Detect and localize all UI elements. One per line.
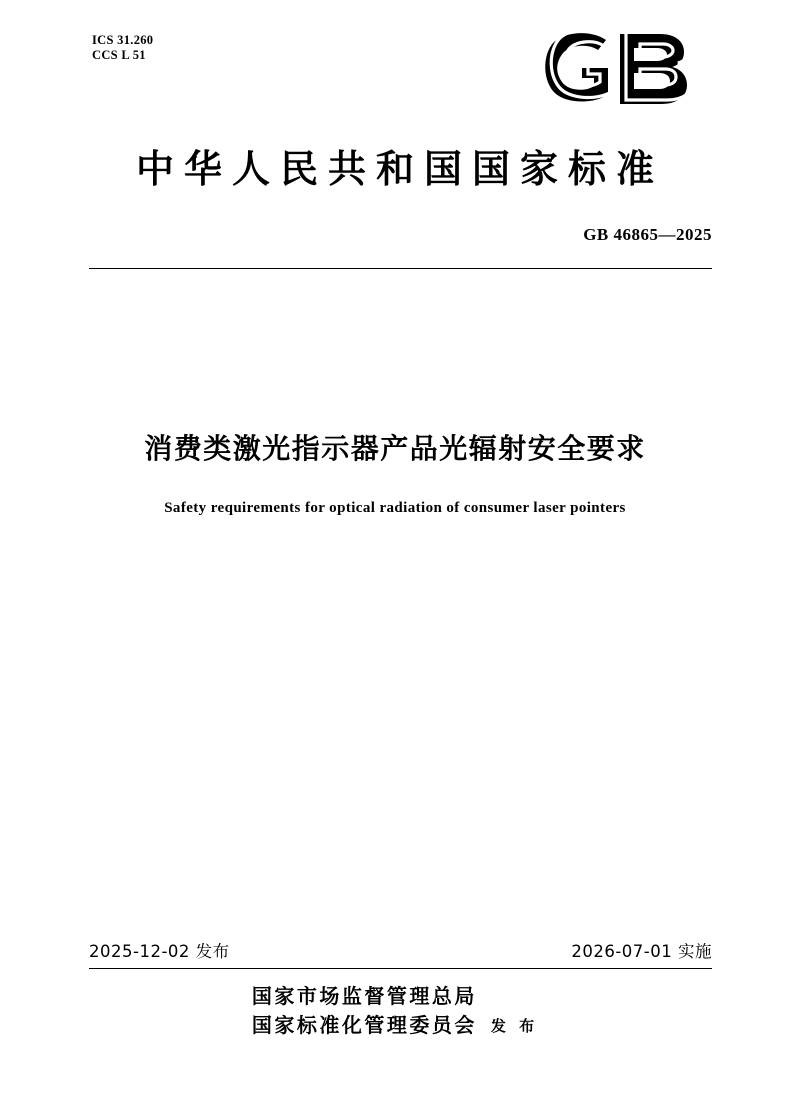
footer-divider <box>89 968 712 969</box>
issue-date: 2025-12-02 发布 <box>89 942 230 961</box>
publisher-action: 发 布 <box>490 1017 539 1035</box>
national-standard-heading: 中华人民共和国国家标准 <box>135 146 664 191</box>
classification-codes <box>92 33 153 63</box>
document-title-chinese: 消费类激光指示器产品光辐射安全要求 <box>144 432 646 465</box>
header-divider <box>89 268 712 269</box>
dates-row <box>89 938 712 962</box>
publisher-names <box>252 982 477 1040</box>
publisher-line-2: 国家标准化管理委员会 <box>251 1013 477 1037</box>
standard-number: GB 46865—2025 <box>583 225 712 244</box>
effective-date: 2026-07-01 实施 <box>571 942 712 961</box>
publisher-line-1: 国家市场监督管理总局 <box>251 984 477 1008</box>
ics-code: ICS 31.260 <box>92 33 154 47</box>
document-title-english: Safety requirements for optical radiation of consumer laser pointers <box>164 500 626 516</box>
publisher-block <box>0 982 790 1040</box>
gb-logo-icon <box>542 28 712 106</box>
ccs-code: CCS L 51 <box>92 48 146 62</box>
